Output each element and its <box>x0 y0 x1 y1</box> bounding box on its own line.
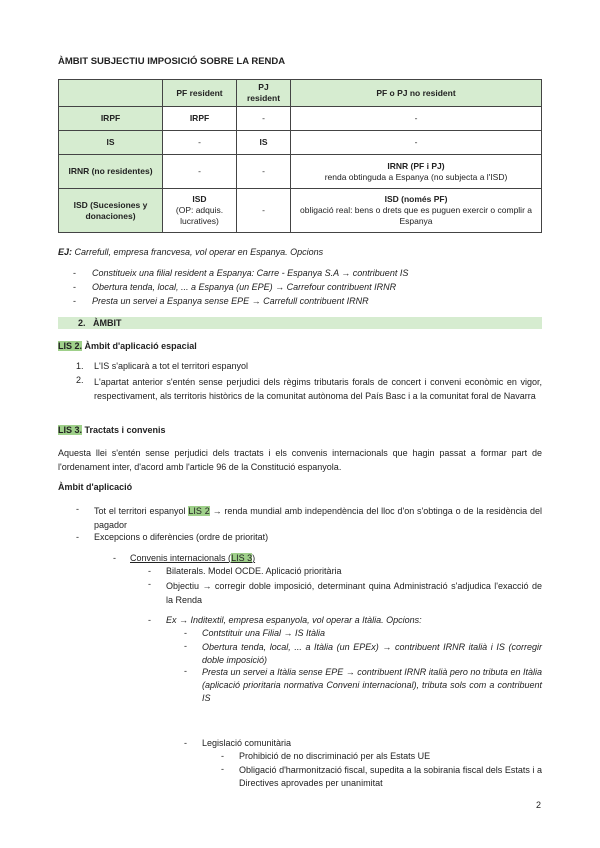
table-cell <box>291 155 542 189</box>
list-item <box>94 504 542 532</box>
table-header <box>59 80 163 107</box>
lis2-heading <box>58 341 197 353</box>
text: Convenis internacionals ( <box>130 553 232 563</box>
table-cell <box>163 189 237 233</box>
dash-bullet: - <box>184 738 187 748</box>
table-cell: - <box>163 131 237 155</box>
lis3-paragraph: Aquesta llei s'entén sense perjudici dels tractats i els convenis internacionals que hagin passat a formar part de l'ordenament inter, d'acord amb l'article 96 de la Constitució espanyola. <box>58 448 542 472</box>
dash-bullet: - <box>148 566 151 576</box>
list-item: L'apartat anterior s'entén sense perjudici dels règims tributaris forals de concert i conveni econòmic en vigor, respectivament, als territoris històrics de la comunitat autònoma del País Basc i a la comunitat foral de Navarra <box>94 377 542 401</box>
list-item: Prohibició de no discriminació per als Estats UE <box>239 751 431 761</box>
table-cell: - <box>237 155 291 189</box>
dash-bullet: - <box>73 268 76 278</box>
lis3-label: Tractats i convenis <box>82 425 166 435</box>
cell-title: IRNR (PF i PJ) <box>387 160 445 171</box>
list-item: Presta un servei a Espanya sense EPE → Carrefull contribuent IRNR <box>92 296 369 306</box>
lis3-heading <box>58 425 166 437</box>
lis2-tag: LIS 2. <box>58 341 83 351</box>
dash-bullet: - <box>76 532 79 542</box>
dash-bullet: - <box>148 615 151 625</box>
list-item: Constitueix una filial resident a Espanya: Carre - Espanya S.A → contribuent IS <box>92 268 409 278</box>
section-heading: ÀMBIT <box>93 318 122 328</box>
dash-bullet: - <box>76 504 79 514</box>
lis2-label: Àmbit d'aplicació espacial <box>82 341 197 351</box>
table-cell: - <box>163 155 237 189</box>
cell-text: renda obtinguda a Espanya (no subjecta a l'ISD) <box>324 171 508 182</box>
list-item: Legislació comunitària <box>202 738 292 748</box>
dash-bullet: - <box>184 666 187 676</box>
section-bar <box>58 317 542 329</box>
table-header: PF o PJ no resident <box>291 80 542 107</box>
list-number: 2. <box>76 375 84 385</box>
table-header: PF resident <box>163 80 237 107</box>
list-item: Objectiu → corregir doble imposició, determinant quina Administració s'adjudica l'exacció de la Renda <box>166 581 542 605</box>
dash-bullet: - <box>221 751 224 761</box>
section-number: 2. <box>78 318 86 328</box>
dash-bullet: - <box>184 641 187 651</box>
list-item <box>130 553 255 565</box>
table-row <box>59 155 542 189</box>
lis2-ref: LIS 2 <box>188 506 210 516</box>
list-item: Contstituir una Filial → IS Itàlia <box>202 628 326 638</box>
table-cell: - <box>237 189 291 233</box>
row-header: IRNR (no residentes) <box>59 155 163 189</box>
text: → renda mundial amb independència del lloc d'on s'obtinga o de la residència del pagador <box>94 506 543 530</box>
example-text: Ex → Inditextil, empresa espanyola, vol operar a Itàlia. Opcions: <box>166 615 422 625</box>
table-header: PJ resident <box>237 80 291 107</box>
lis3-tag: LIS 3. <box>58 425 83 435</box>
list-item: Excepcions o diferències (ordre de prioritat) <box>94 532 269 542</box>
list-item: Obertura tenda, local, ... a Espanya (un EPE) → Carrefour contribuent IRNR <box>92 282 397 292</box>
table-cell: IRPF <box>163 107 237 131</box>
list-item: Obligació d'harmonització fiscal, supedita a la sobirania fiscal dels Estats i a Directives aprovades per unanimitat <box>239 765 542 788</box>
cell-text: obligació real: bens o drets que es puguen exercir o complir a Espanya <box>300 205 532 227</box>
table-row <box>59 131 542 155</box>
example-intro <box>58 247 323 259</box>
list-number: 1. <box>76 361 84 371</box>
ambit-heading: Àmbit d'aplicació <box>58 482 133 492</box>
dash-bullet: - <box>184 628 187 638</box>
lis3-ref: LIS 3 <box>231 553 253 563</box>
cell-title: ISD (només PF) <box>384 194 448 205</box>
list-item: Bilaterals. Model OCDE. Aplicació prioritària <box>166 566 342 576</box>
list-item: L'IS s'aplicarà a tot el territori espanyol <box>94 361 249 371</box>
text: ) <box>252 553 256 563</box>
row-header: ISD (Sucesiones y donaciones) <box>59 189 163 233</box>
row-header: IS <box>59 131 163 155</box>
example-label: EJ: <box>58 247 73 257</box>
table-row <box>59 189 542 233</box>
table-row <box>59 107 542 131</box>
table-cell: IS <box>237 131 291 155</box>
example-text: Carrefull, empresa francvesa, vol operar en Espanya. Opcions <box>72 247 324 257</box>
tax-table <box>58 79 542 233</box>
dash-bullet: - <box>221 764 224 774</box>
table-cell: - <box>291 107 542 131</box>
cell-title: ISD <box>192 194 207 205</box>
list-item: Presta un servei a Itàlia sense EPE → contribuent IRNR italià pero no tributa en Itàlia (aplicació prioritaria normativa Conveni internacional), tributa sols com a contribuent IS <box>202 667 542 703</box>
dash-bullet: - <box>73 282 76 292</box>
text: Tot el territori espanyol <box>94 506 189 516</box>
list-item: Obertura tenda, local, ... a Itàlia (un EPEx) → contribuent IRNR italià i IS (corregir doble imposició) <box>202 642 542 665</box>
table-header-row <box>59 80 542 107</box>
page-title: ÀMBIT SUBJECTIU IMPOSICIÓ SOBRE LA RENDA <box>58 56 286 67</box>
table-cell: - <box>237 107 291 131</box>
cell-text: (OP: adquis. lucratives) <box>175 205 224 227</box>
page-number: 2 <box>536 800 542 810</box>
table-cell: - <box>291 131 542 155</box>
table-cell <box>291 189 542 233</box>
dash-bullet: - <box>73 296 76 306</box>
dash-bullet: - <box>148 579 151 589</box>
row-header: IRPF <box>59 107 163 131</box>
dash-bullet: - <box>113 553 116 563</box>
